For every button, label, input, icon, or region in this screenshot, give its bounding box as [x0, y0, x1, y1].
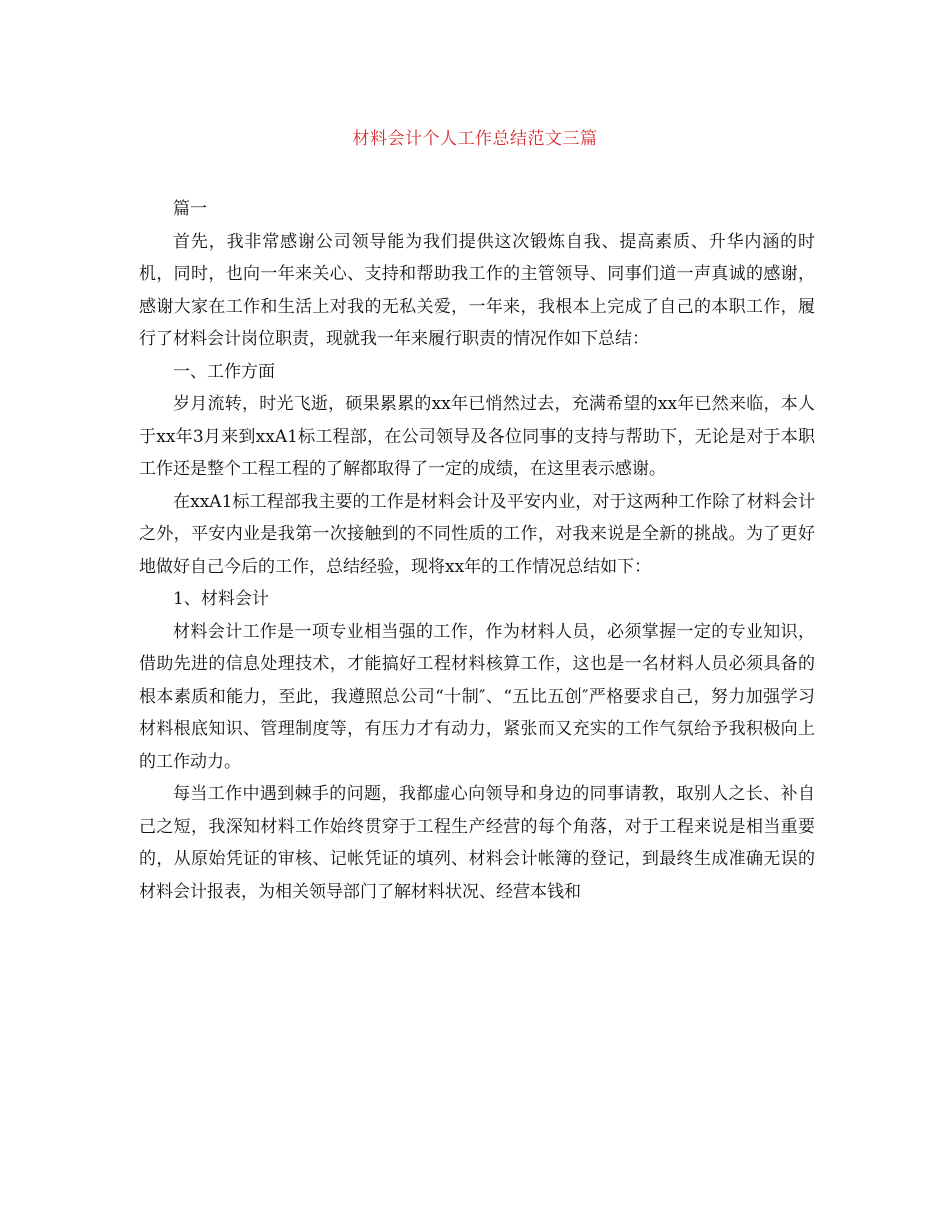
section-heading: 篇一: [173, 199, 207, 219]
document-title: 材料会计个人工作总结范文三篇: [352, 129, 598, 149]
paragraph: 每当工作中遇到棘手的问题，我都虚心向领导和身边的同事请教，取别人之长、补自己之短，我深知材料工作始终贯穿于工程生产经营的每个角落，对于工程来说是相当重要的，从原始凭证的审核、记帐凭证的填列、材料会计帐簿的登记，到最终生成准确无误的材料会计报表，为相关领导部门了解材料状况、经营本钱和: [139, 784, 815, 902]
document-body: [139, 193, 815, 908]
paragraph: 材料会计工作是一项专业相当强的工作，作为材料人员，必须掌握一定的专业知识，借助先进的信息处理技术，才能搞好工程材料核算工作，这也是一名材料人员必须具备的根本素质和能力，至此，我遵照总公司“十制″、“五比五创″严格要求自己，努力加强学习材料根底知识、管理制度等，有压力才有动力，紧张而又充实的工作气氛给予我积极向上的工作动力。: [139, 621, 815, 772]
section-heading: 1、材料会计: [173, 589, 269, 609]
section-heading: 一、工作方面: [173, 361, 275, 382]
paragraph: 在xxA1标工程部我主要的工作是材料会计及平安内业，对于这两种工作除了材料会计之外，平安内业是我第一次接触到的不同性质的工作，对我来说是全新的挑战。为了更好地做好自己今后的工作，总结经验，现将xx年的工作情况总结如下：: [139, 491, 815, 577]
paragraph: 首先，我非常感谢公司领导能为我们提供这次锻炼自我、提高素质、升华内涵的时机，同时，也向一年来关心、支持和帮助我工作的主管领导、同事们道一声真诚的感谢，感谢大家在工作和生活上对我的无私关爱，一年来，我根本上完成了自己的本职工作，履行了材料会计岗位职责，现就我一年来履行职责的情况作如下总结：: [139, 231, 815, 349]
paragraph: 岁月流转，时光飞逝，硕果累累的xx年已悄然过去，充满希望的xx年已然来临，本人于xx年3月来到xxA1标工程部，在公司领导及各位同事的支持与帮助下，无论是对于本职工作还是整个工程工程的了解都取得了一定的成绩，在这里表示感谢。: [139, 394, 815, 479]
